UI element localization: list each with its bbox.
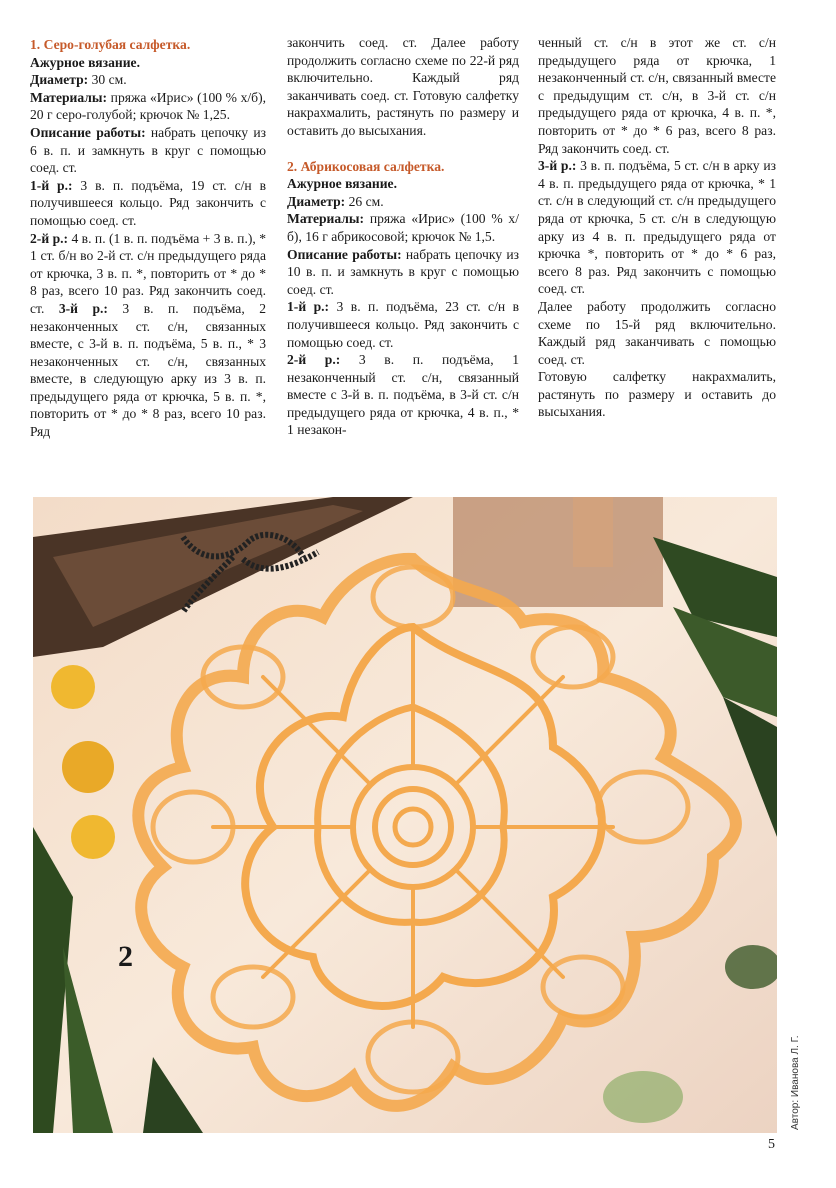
doily-2-description: Описание работы: набрать цепочку из 10 в. п. и замкнуть в круг с помощью соед. ст. <box>287 246 519 297</box>
doily-1-continuation: закончить соед. ст. Далее работу продолжить согласно схеме по 22-й ряд включительно. Каждый ряд заканчивать соед. ст. Готовую салфетку накрахмалить, растянуть по размеру и оставить до высыхания. <box>287 35 519 138</box>
column-1 <box>30 36 266 441</box>
column-2 <box>287 34 519 439</box>
doily-2-diameter: Диаметр: 26 см. <box>287 193 384 209</box>
author-credit: Автор: Иванова Л. Г. <box>790 1035 801 1130</box>
doily-2-row-1: 1-й р.: 3 в. п. подъёма, 23 ст. с/н в получившееся кольцо. Ряд закончить с помощью соед. ст. <box>287 299 519 350</box>
doily-2-finishing: Готовую салфетку накрахмалить, растянуть по размеру и оставить до высыхания. <box>538 369 776 420</box>
page-number: 5 <box>768 1137 775 1152</box>
column-3 <box>538 34 776 421</box>
doily-1-title: 1. Серо-голубая салфетка. <box>30 37 191 52</box>
doily-1-description: Описание работы: набрать цепочку из 6 в. п. и замкнуть в круг с помощью соед. ст. <box>30 124 266 176</box>
doily-2-row-3: 3-й р.: 3 в. п. подъёма, 5 ст. с/н в арку из 4 в. п. предыдущего ряда от крючка, * 1 ст. с/н в следующий ст. с/н предыдущего ряда от крючка, 5 ст. с/н в следующую арку из 4 в. п. предыдущего ряда от крючка *, повторить от * до * 6 раз, всего 8 раз. Ряд закончить с помощью соед. ст. <box>538 158 776 297</box>
doily-1-subtitle: Ажурное вязание. <box>30 54 140 70</box>
photo-number: 2 <box>118 940 133 973</box>
doily-1-diameter: Диаметр: 30 см. <box>30 72 127 88</box>
doily-2-title: 2. Абрикосовая салфетка. <box>287 158 445 174</box>
doily-2-continue-scheme: Далее работу продолжить согласно схеме по 15-й ряд включительно. Каждый ряд заканчивать с помощью соед. ст. <box>538 298 776 367</box>
doily-2-materials: Материалы: пряжа «Ирис» (100 % х/б), 16 г абрикосовой; крючок № 1,5. <box>287 211 519 244</box>
doily-2-subtitle: Ажурное вязание. <box>287 176 397 192</box>
doily-2-continuation: ченный ст. с/н в этот же ст. с/н предыдущего ряда от крючка, 1 незаконченный ст. с/н, связанный вместе с предыдущим ст. с/н, в 3-й ст. с/н предыдущего ряда от крючка, 4 в. п. *, повторить от * до * 6 раз, всего 8 раз. Ряд закончить соед. ст. <box>538 35 776 156</box>
doily-2-row-2: 2-й р.: 3 в. п. подъёма, 1 незаконченный ст. с/н, связанный вместе с 3-й в. п. подъёма, в 3-й ст. с/н предыдущего ряда от крючка, 4 в. п., * 1 незакон- <box>287 352 519 438</box>
doily-photo <box>33 497 777 1133</box>
doily-1-row-2-3: 2-й р.: 4 в. п. (1 в. п. подъёма + 3 в. п.), * 1 ст. б/н во 2-й ст. с/н предыдущего ряда от крючка, 3 в. п. *, повторить от * до * 8 раз, всего 10 раз. Ряд закончить соед. ст. 3-й р.: 3 в. п. подъёма, 2 незаконченных ст. с/н, связанных вместе, с 3-й в. п. подъёма, 5 в. п., * 3 незаконченных ст. с/н, связанных вместе, в следующую арку из 3 в. п. предыдущего ряда от крючка, 5 в. п. *, повторить от * до * 8 раз, всего 10 раз. Ряд <box>30 230 266 440</box>
candle-bottom <box>603 1071 683 1123</box>
doily-1-row-1: 1-й р.: 3 в. п. подъёма, 19 ст. с/н в получившееся кольцо. Ряд закончить с помощью соед. ст. <box>30 177 266 228</box>
doily-1-materials: Материалы: пряжа «Ирис» (100 % х/б), 20 г серо-голубой; крючок № 1,25. <box>30 89 266 123</box>
